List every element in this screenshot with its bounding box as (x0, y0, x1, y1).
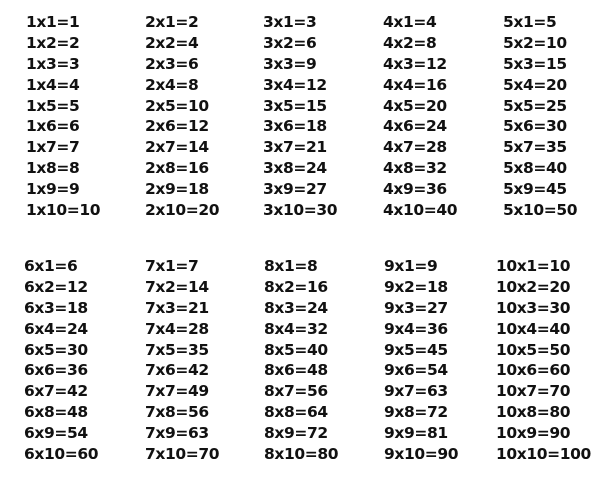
table-line: 2x8=16 (145, 159, 209, 178)
table-line: 4x6=24 (383, 117, 447, 136)
table-line: 10x2=20 (496, 277, 571, 296)
table-line: 6x8=48 (24, 403, 88, 422)
table-line: 2x1=2 (145, 13, 199, 31)
table-line: 1x9=9 (26, 180, 80, 199)
table-line: 9x7=63 (384, 382, 448, 401)
table-line: 6x5=30 (24, 340, 88, 359)
table-line: 4x5=20 (383, 96, 447, 115)
table-line: 4x1=4 (383, 13, 437, 31)
table-line: 8x10=80 (264, 445, 339, 464)
times-table-3 (263, 12, 375, 221)
times-table-9 (384, 256, 496, 465)
table-line: 5x5=25 (503, 96, 567, 115)
table-line: 9x9=81 (384, 424, 448, 443)
table-line: 5x10=50 (503, 201, 578, 220)
table-line: 6x9=54 (24, 424, 88, 443)
table-line: 3x9=27 (263, 180, 327, 199)
table-line: 3x3=9 (263, 54, 317, 73)
table-line: 7x5=35 (145, 340, 209, 359)
table-line: 8x7=56 (264, 382, 328, 401)
table-line: 8x9=72 (264, 424, 328, 443)
table-line: 10x5=50 (496, 340, 571, 359)
table-line: 4x3=12 (383, 54, 447, 73)
table-line: 2x2=4 (145, 33, 199, 52)
table-line: 1x1=1 (26, 13, 80, 31)
times-table-7 (145, 256, 257, 465)
times-table-6 (24, 256, 136, 465)
table-line: 9x5=45 (384, 340, 448, 359)
table-line: 10x3=30 (496, 298, 571, 317)
table-line: 3x8=24 (263, 159, 327, 178)
table-line: 9x1=9 (384, 257, 438, 275)
table-line: 10x1=10 (496, 257, 571, 275)
table-line: 5x7=35 (503, 138, 567, 157)
table-line: 3x5=15 (263, 96, 327, 115)
table-line: 5x6=30 (503, 117, 567, 136)
table-line: 8x4=32 (264, 319, 328, 338)
table-line: 10x8=80 (496, 403, 571, 422)
table-line: 1x10=10 (26, 201, 101, 220)
table-line: 7x10=70 (145, 445, 220, 464)
table-line: 3x10=30 (263, 201, 338, 220)
times-table-2 (145, 12, 257, 221)
table-line: 4x10=40 (383, 201, 458, 220)
table-line: 5x2=10 (503, 33, 567, 52)
table-line: 9x8=72 (384, 403, 448, 422)
table-line: 7x7=49 (145, 382, 209, 401)
table-line: 10x4=40 (496, 319, 571, 338)
table-line: 5x3=15 (503, 54, 567, 73)
table-line: 3x7=21 (263, 138, 327, 157)
table-line: 4x8=32 (383, 159, 447, 178)
table-line: 5x9=45 (503, 180, 567, 199)
times-table-1 (26, 12, 138, 221)
table-line: 9x10=90 (384, 445, 459, 464)
table-line: 5x4=20 (503, 75, 567, 94)
table-line: 9x2=18 (384, 277, 448, 296)
table-line: 7x6=42 (145, 361, 209, 380)
table-line: 2x6=12 (145, 117, 209, 136)
table-line: 10x10=100 (496, 445, 591, 464)
table-line: 8x3=24 (264, 298, 328, 317)
table-line: 6x4=24 (24, 319, 88, 338)
table-line: 9x6=54 (384, 361, 448, 380)
table-line: 6x10=60 (24, 445, 99, 464)
table-line: 8x2=16 (264, 277, 328, 296)
table-line: 7x4=28 (145, 319, 209, 338)
table-line: 4x4=16 (383, 75, 447, 94)
table-line: 7x9=63 (145, 424, 209, 443)
table-line: 6x2=12 (24, 277, 88, 296)
table-line: 3x6=18 (263, 117, 327, 136)
table-line: 8x6=48 (264, 361, 328, 380)
table-line: 7x8=56 (145, 403, 209, 422)
table-line: 1x3=3 (26, 54, 80, 73)
table-line: 9x4=36 (384, 319, 448, 338)
table-line: 1x5=5 (26, 96, 80, 115)
table-line: 1x2=2 (26, 33, 80, 52)
table-line: 7x2=14 (145, 277, 209, 296)
table-line: 1x7=7 (26, 138, 80, 157)
table-line: 1x6=6 (26, 117, 80, 136)
table-line: 2x5=10 (145, 96, 209, 115)
table-line: 10x7=70 (496, 382, 571, 401)
times-table-10 (496, 256, 600, 465)
table-line: 6x1=6 (24, 257, 78, 275)
times-table-4 (383, 12, 495, 221)
times-table-5 (503, 12, 600, 221)
table-line: 2x10=20 (145, 201, 220, 220)
table-line: 8x8=64 (264, 403, 328, 422)
table-line: 6x3=18 (24, 298, 88, 317)
table-line: 2x7=14 (145, 138, 209, 157)
table-line: 7x3=21 (145, 298, 209, 317)
table-line: 2x9=18 (145, 180, 209, 199)
table-line: 2x4=8 (145, 75, 199, 94)
table-line: 9x3=27 (384, 298, 448, 317)
table-line: 5x8=40 (503, 159, 567, 178)
table-line: 1x8=8 (26, 159, 80, 178)
table-line: 3x4=12 (263, 75, 327, 94)
table-line: 4x2=8 (383, 33, 437, 52)
table-line: 10x9=90 (496, 424, 571, 443)
table-line: 4x9=36 (383, 180, 447, 199)
table-line: 1x4=4 (26, 75, 80, 94)
table-line: 3x1=3 (263, 13, 317, 31)
table-line: 4x7=28 (383, 138, 447, 157)
table-line: 6x6=36 (24, 361, 88, 380)
table-line: 7x1=7 (145, 257, 199, 275)
table-line: 5x1=5 (503, 13, 557, 31)
table-line: 10x6=60 (496, 361, 571, 380)
table-line: 6x7=42 (24, 382, 88, 401)
table-line: 3x2=6 (263, 33, 317, 52)
table-line: 8x5=40 (264, 340, 328, 359)
times-table-8 (264, 256, 376, 465)
table-line: 2x3=6 (145, 54, 199, 73)
table-line: 8x1=8 (264, 257, 318, 275)
